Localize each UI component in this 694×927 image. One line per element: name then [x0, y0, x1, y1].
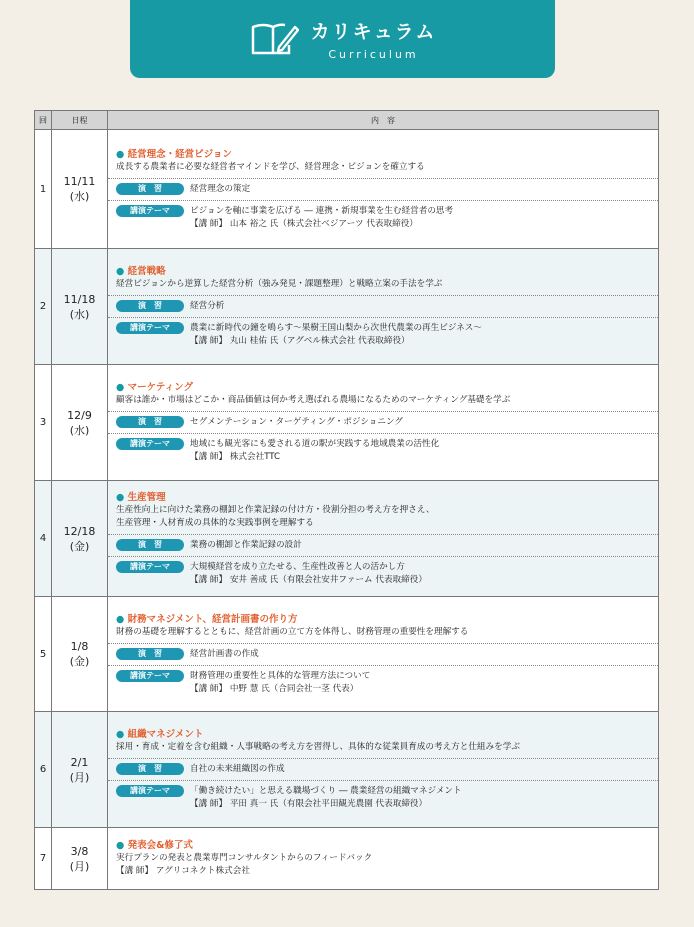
session-date [52, 712, 108, 828]
session-date-weekday: (水) [69, 190, 90, 203]
session-title: ● 経営戦略 [116, 266, 166, 277]
session-row [35, 712, 659, 828]
session-title: ● マーケティング [116, 382, 193, 393]
session-overview [108, 836, 658, 881]
exercise-row [108, 644, 658, 666]
exercise-row [108, 179, 658, 201]
open-book-pencil-icon [249, 19, 299, 59]
session-overview [108, 261, 658, 296]
lecturer-text: 【講 師】 山本 裕之 氏（株式会社ベジアーツ 代表取締役） [190, 218, 418, 229]
session-date-weekday: (水) [69, 423, 90, 437]
session-content [108, 249, 659, 365]
session-date-md: 3/8 [70, 844, 89, 858]
session-row [35, 828, 659, 890]
table-header-row [35, 111, 659, 130]
exercise-text: 自社の未来組織図の作成 [190, 764, 285, 774]
session-number: 2 [35, 249, 52, 365]
theme-row [108, 666, 658, 700]
theme-text: ビジョンを軸に事業を広げる ― 連携・新規事業を生む経営者の思考 [190, 205, 454, 216]
session-title: ● 経営理念・経営ビジョン [116, 148, 232, 160]
banner-subtitle: Curriculum [328, 48, 419, 61]
session-date [52, 130, 108, 249]
session-description: 採用・育成・定着を含む組織・人事戦略の考え方を習得し、具体的な従業員育成の考え方と仕組みを学ぶ [116, 742, 520, 752]
theme-text: 地域にも観光客にも愛される道の駅が実践する地域農業の活性化 [190, 439, 440, 449]
exercise-row [108, 412, 658, 434]
theme-text: 「働き続けたい」と思える職場づくり ― 農業経営の組織マネジメント [190, 786, 462, 796]
session-row [35, 365, 659, 481]
session-date-md: 2/1 [70, 755, 89, 769]
lecturer-text: 【講 師】 平田 真一 氏（有限会社平田観光農園 代表取締役） [190, 799, 428, 809]
lecturer-text: 【講 師】 株式会社TTC [190, 452, 281, 462]
theme-label: 講演テーマ [116, 205, 184, 217]
session-date [52, 597, 108, 712]
session-number: 6 [35, 712, 52, 828]
exercise-label: 演 習 [116, 763, 184, 775]
exercise-text: 業務の棚卸と作業記録の設計 [190, 539, 302, 550]
exercise-label: 演 習 [116, 183, 184, 195]
theme-label: 講演テーマ [116, 561, 184, 573]
exercise-label: 演 習 [116, 648, 184, 660]
session-date-md: 1/8 [70, 640, 89, 653]
session-date-md: 12/9 [67, 408, 92, 422]
session-date [52, 365, 108, 481]
session-description: 財務の基礎を理解するとともに、経営計画の立て方を体得し、財務管理の重要性を理解する [116, 626, 469, 637]
header-date: 日程 [52, 111, 108, 130]
session-description: 成長する農業者に必要な経営者マインドを学び、経営理念・ビジョンを確立する [116, 161, 425, 172]
session-description: 生産性向上に向けた業務の棚卸と作業記録の付け方・役割分担の考え方を押さえ、 [116, 504, 435, 515]
session-row [35, 597, 659, 712]
session-number: 3 [35, 365, 52, 481]
lecturer-text: 【講 師】 アグリコネクト株式会社 [116, 866, 250, 876]
theme-text: 農業に新時代の鐘を鳴らす～果樹王国山梨から次世代農業の再生ビジネス～ [190, 323, 482, 333]
exercise-row [108, 535, 658, 557]
header-content: 内 容 [108, 111, 659, 130]
exercise-label: 演 習 [116, 300, 184, 312]
theme-body [190, 561, 427, 587]
theme-row [108, 201, 658, 235]
bullet-dot-icon: ● [116, 840, 125, 851]
theme-label: 講演テーマ [116, 670, 184, 682]
session-description-2: 生産管理・人材育成の具体的な実践事例を理解する [116, 517, 314, 528]
exercise-label: 演 習 [116, 416, 184, 428]
session-number: 5 [35, 597, 52, 712]
session-date-md: 11/11 [63, 175, 96, 188]
theme-row [108, 781, 658, 815]
session-date-weekday: (金) [69, 655, 90, 668]
theme-text: 財務管理の重要性と具体的な管理方法について [190, 670, 371, 681]
exercise-row [108, 759, 658, 781]
session-overview [108, 487, 658, 535]
session-description: 実行プランの発表と農業専門コンサルタントからのフィードバック [116, 853, 373, 863]
theme-row [108, 557, 658, 591]
session-date [52, 828, 108, 890]
session-date-md: 11/18 [63, 292, 96, 306]
session-content [108, 365, 659, 481]
banner-title: カリキュラム [310, 21, 437, 43]
session-content [108, 828, 659, 890]
session-date-weekday: (月) [69, 859, 90, 873]
session-number: 4 [35, 481, 52, 597]
session-overview [108, 609, 658, 644]
session-row [35, 249, 659, 365]
exercise-label: 演 習 [116, 539, 184, 551]
session-description: 経営ビジョンから逆算した経営分析（強み発見・課題整理）と戦略立案の手法を学ぶ [116, 279, 443, 289]
lecturer-text: 【講 師】 中野 慧 氏（合同会社一茎 代表） [190, 683, 359, 694]
session-content [108, 130, 659, 249]
session-date-weekday: (水) [69, 307, 90, 321]
session-title: ● 発表会&修了式 [116, 840, 193, 851]
session-title: ● 生産管理 [116, 491, 166, 503]
theme-label: 講演テーマ [116, 438, 184, 450]
lecturer-text: 【講 師】 丸山 桂佑 氏（アグベル株式会社 代表取締役） [190, 336, 410, 346]
theme-label: 講演テーマ [116, 322, 184, 334]
exercise-text: セグメンテーション・ターゲティング・ポジショニング [190, 417, 403, 427]
bullet-dot-icon: ● [116, 729, 125, 740]
session-row [35, 130, 659, 249]
bullet-dot-icon: ● [116, 148, 125, 160]
session-description: 顧客は誰か・市場はどこか・商品価値は何か考え選ばれる農場になるためのマーケティング基礎を学ぶ [116, 395, 511, 405]
session-content [108, 597, 659, 712]
bullet-dot-icon: ● [116, 613, 125, 625]
session-date [52, 249, 108, 365]
session-date-weekday: (金) [69, 539, 90, 553]
session-row [35, 481, 659, 597]
theme-text: 大規模経営を成り立たせる、生産性改善と人の活かし方 [190, 561, 405, 572]
session-overview [108, 724, 658, 759]
theme-body [190, 322, 482, 348]
exercise-text: 経営分析 [190, 301, 225, 311]
theme-row [108, 318, 658, 352]
session-date-md: 12/18 [63, 524, 96, 538]
theme-body [190, 670, 370, 696]
session-overview [108, 377, 658, 412]
header-no: 回 [35, 111, 52, 130]
session-title: ● 財務マネジメント、経営計画書の作り方 [116, 613, 298, 625]
theme-body [190, 205, 453, 231]
curriculum-banner [130, 0, 555, 78]
session-title: ● 組織マネジメント [116, 729, 204, 740]
session-content [108, 481, 659, 597]
bullet-dot-icon: ● [116, 491, 125, 503]
bullet-dot-icon: ● [116, 382, 125, 393]
session-number: 1 [35, 130, 52, 249]
session-date-weekday: (月) [69, 770, 90, 784]
session-date [52, 481, 108, 597]
bullet-dot-icon: ● [116, 266, 125, 277]
curriculum-table [34, 110, 659, 890]
theme-body [190, 785, 462, 811]
theme-label: 講演テーマ [116, 785, 184, 797]
theme-row [108, 434, 658, 468]
exercise-text: 経営理念の策定 [190, 183, 251, 194]
exercise-row [108, 296, 658, 318]
session-number: 7 [35, 828, 52, 890]
theme-body [190, 438, 439, 464]
session-overview [108, 144, 658, 179]
exercise-text: 経営計画書の作成 [190, 648, 259, 659]
session-content [108, 712, 659, 828]
lecturer-text: 【講 師】 安井 善成 氏（有限会社安井ファーム 代表取締役） [190, 574, 427, 585]
